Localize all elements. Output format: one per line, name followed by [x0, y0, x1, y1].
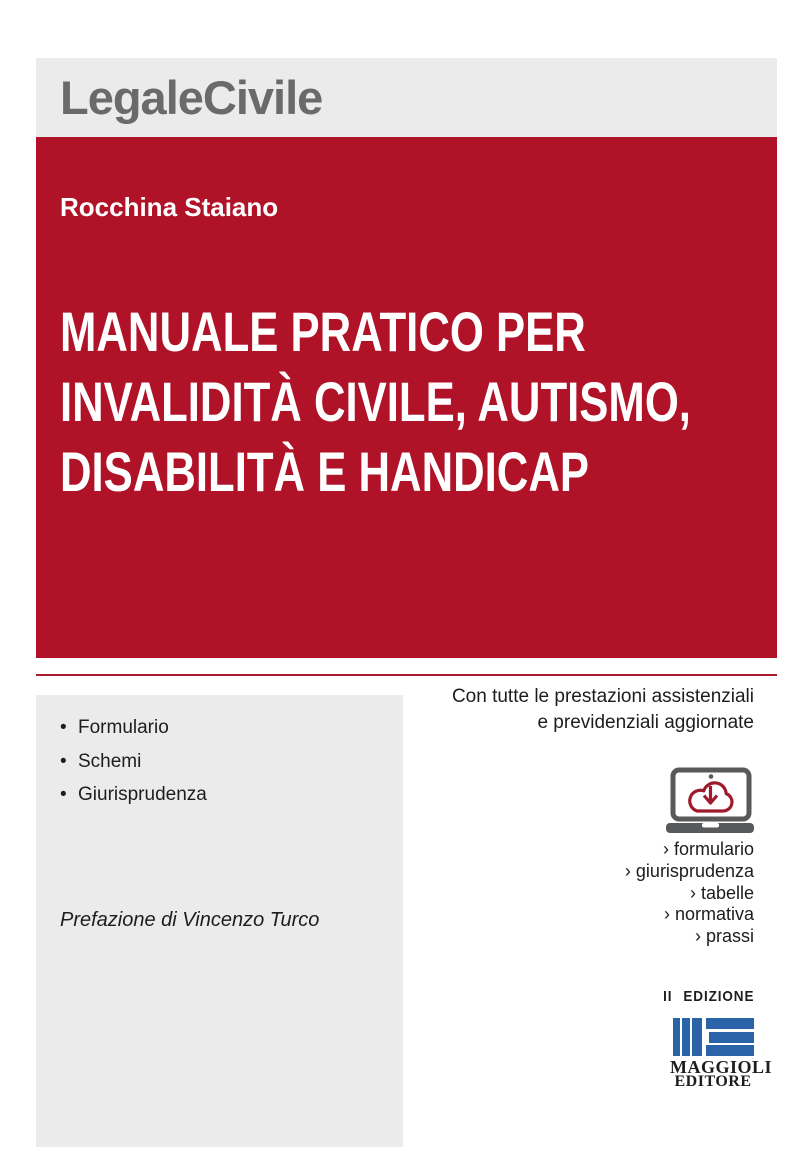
title-line: MANUALE PRATICO PER	[60, 300, 586, 363]
resource-label: giurisprudenza	[635, 860, 754, 881]
maggioli-logo-icon	[673, 1018, 754, 1056]
list-item	[60, 745, 207, 779]
list-item	[60, 778, 207, 812]
resource-label: normativa	[674, 904, 754, 925]
features-panel	[36, 695, 403, 1147]
resource-label: prassi	[705, 926, 754, 947]
publisher-logo	[670, 1018, 773, 1090]
publisher-name: MAGGIOLI	[670, 1057, 773, 1077]
list-item	[625, 926, 754, 948]
author-name: Rocchina Staiano	[60, 192, 279, 222]
feature-label: Giurisprudenza	[78, 784, 207, 805]
tagline-line: Con tutte le prestazioni assistenziali	[451, 686, 754, 707]
chevron-right-icon: ›	[662, 839, 669, 859]
bullet-icon: •	[60, 750, 67, 772]
resource-label: tabelle	[700, 882, 754, 903]
list-item	[625, 839, 754, 861]
chevron-right-icon: ›	[624, 860, 631, 881]
edition-badge: II EDIZIONE	[662, 988, 754, 1005]
publisher-name: EDITORE	[674, 1073, 752, 1090]
bullet-icon: •	[60, 717, 67, 738]
series-band	[36, 58, 777, 137]
chevron-right-icon: ›	[694, 926, 701, 947]
features-list	[60, 711, 207, 812]
title-line: INVALIDITÀ CIVILE, AUTISMO,	[60, 370, 691, 433]
tagline-line: e previdenziali aggiornate	[537, 712, 754, 733]
resource-label: formulario	[673, 839, 754, 859]
book-title	[60, 297, 691, 507]
title-block	[36, 137, 777, 658]
list-item	[625, 861, 754, 883]
feature-label: Formulario	[78, 717, 169, 738]
list-item	[60, 711, 207, 745]
series-label: LegaleCivile	[60, 71, 323, 124]
title-line: DISABILITÀ E HANDICAP	[60, 440, 590, 503]
bullet-icon: •	[60, 784, 67, 805]
chevron-right-icon: ›	[663, 904, 670, 925]
laptop-cloud-download-icon	[664, 767, 756, 837]
list-item	[625, 883, 754, 905]
feature-label: Schemi	[78, 750, 142, 772]
list-item	[625, 904, 754, 926]
preface-credit: Prefazione di Vincenzo Turco	[60, 909, 320, 931]
tagline	[452, 684, 754, 736]
divider-rule	[36, 674, 777, 676]
resource-list	[625, 839, 754, 948]
chevron-right-icon: ›	[689, 882, 696, 903]
